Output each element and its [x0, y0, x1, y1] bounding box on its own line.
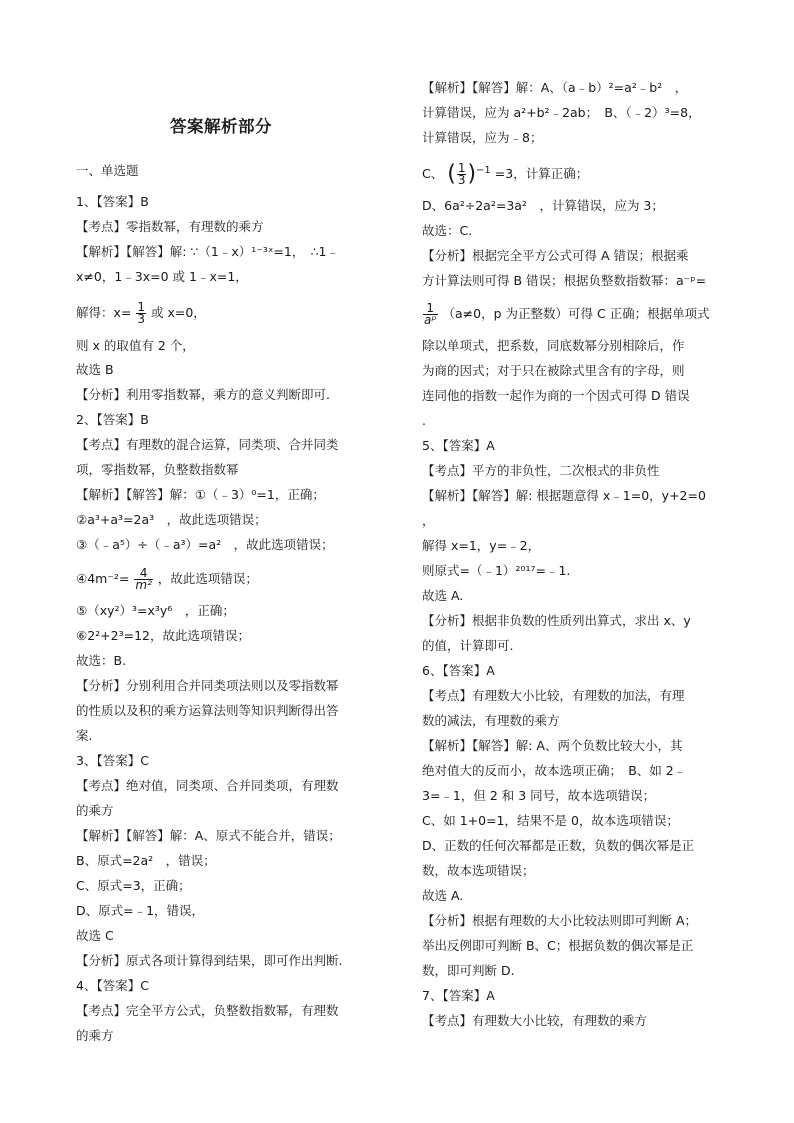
q2-solution-line: ③（﹣a⁵）÷（﹣a³）=a² ，故此选项错误； [76, 537, 334, 552]
q6-analysis: 【分析】根据有理数的大小比较法则即可判断 A； [422, 913, 698, 928]
q4-topic: 的乘方 [76, 1028, 114, 1043]
q4-analysis: 连同他的指数一起作为商的一个因式可得 D 错误 [422, 388, 690, 403]
q2-solution-line: 【解析】【解答】解：①（﹣3）⁰=1，正确； [76, 487, 325, 502]
q4-conclusion: 故选：C. [422, 223, 473, 238]
q4-analysis: 为商的因式；对于只在被除式里含有的字母，则 [422, 363, 685, 378]
q2-topic: 项，零指数幂，负整数指数幂 [76, 462, 239, 477]
q4-analysis: $\frac{1}{\text{aᵖ}}$ （a≠0，p 为正整数）可得 C 正确；根据单项式 [424, 301, 710, 327]
q4-analysis: . [422, 413, 426, 428]
q1-solution-line: x≠0，1﹣3x=0 或 1﹣x=1， [76, 269, 248, 284]
q3-topic: 【考点】绝对值，同类项、合并同类项，有理数 [76, 778, 339, 793]
q5-analysis: 的值，计算即可. [422, 638, 514, 653]
q5-solution-line: 则原式=（﹣1）²⁰¹⁷=﹣1. [422, 563, 571, 578]
q3-solution-line: D、原式=﹣1，错误， [76, 903, 205, 918]
q2-topic: 【考点】有理数的混合运算，同类项、合并同类 [76, 437, 339, 452]
q6-solution-line: D、正数的任何次幂都是正数，负数的偶次幂是正 [422, 838, 695, 853]
q7-topic: 【考点】有理数大小比较，有理数的乘方 [422, 1013, 648, 1028]
q3-solution-line: 【解析】【解答】解：A、原式不能合并，错误； [76, 828, 341, 843]
q1-solution-line: 则 x 的取值有 2 个， [76, 338, 195, 353]
section-heading: 一、单选题 [76, 163, 139, 178]
q4-solution-line: D、6a²÷2a²=3a² ，计算错误，应为 3； [422, 198, 664, 213]
q2-answer: 2、【答案】B [76, 412, 149, 427]
q6-solution-line: 数，故本选项错误； [422, 863, 535, 878]
q5-answer: 5、【答案】A [422, 438, 495, 453]
q4-solution-line: 计算错误，应为﹣8； [422, 130, 543, 145]
q4-solution-line: 计算错误，应为 a²+b²﹣2ab； B、（﹣2）³=8， [422, 105, 701, 120]
q3-solution-line: B、原式=2a² ，错误； [76, 853, 216, 868]
q6-analysis: 举出反例即可判断 B、C；根据负数的偶次幂是正 [422, 938, 694, 953]
q5-solution-line: ， [422, 513, 435, 528]
q5-solution-line: 解得 x=1，y=﹣2， [422, 538, 541, 553]
fraction-four-over-m-squared: $\frac{4}{\text{m²}}$ [135, 566, 152, 592]
q5-solution-line: 【解析】【解答】解: 根据题意得 x﹣1=0，y+2=0 [422, 488, 706, 503]
q3-conclusion: 故选 C [76, 928, 114, 943]
q2-solution-line: ②a³+a³=2a³ ，故此选项错误； [76, 512, 267, 527]
q3-solution-line: C、原式=3，正确； [76, 878, 191, 893]
q3-analysis: 【分析】原式各项计算得到结果，即可作出判断. [76, 953, 343, 968]
fraction-one-third: $\frac{1}{3}$ [137, 300, 145, 326]
page-title: 答案解析部分 [170, 117, 272, 136]
q6-solution-line: 【解析】【解答】解: A、两个负数比较大小，其 [422, 738, 683, 753]
q6-solution-line: 3=﹣1，但 2 和 3 同号，故本选项错误； [422, 788, 656, 803]
q4-analysis: 【分析】根据完全平方公式可得 A 错误；根据乘 [422, 248, 689, 263]
q1-solution-line: 解得：x= $\frac{1}{3}$ 或 x=0， [76, 300, 206, 326]
q4-solution-line: 【解析】【解答】解：A、（a﹣b）²=a²﹣b² ， [422, 80, 688, 95]
q2-solution-line: ⑤（xy²）³=x³y⁶ ，正确； [76, 603, 235, 618]
fraction-one-third: $\frac{1}{3}$ [457, 161, 466, 188]
q6-answer: 6、【答案】A [422, 663, 495, 678]
q1-analysis: 【分析】利用零指数幂，乘方的意义判断即可. [76, 387, 330, 402]
q4-topic: 【考点】完全平方公式，负整数指数幂，有理数 [76, 1003, 339, 1018]
q4-analysis: 方计算法则可得 B 错误；根据负整数指数幂：a⁻ᵖ= [422, 273, 707, 288]
q2-solution-line: ⑥2²+2³=12，故此选项错误； [76, 628, 250, 643]
q2-analysis: 【分析】分别利用合并同类项法则以及零指数幂 [76, 678, 339, 693]
q4-analysis: 除以单项式，把系数，同底数幂分别相除后，作 [422, 338, 685, 353]
q2-analysis: 的性质以及积的乘方运算法则等知识判断得出答 [76, 703, 339, 718]
q6-solution-line: C、如 1+0=1，结果不是 0，故本选项错误； [422, 813, 679, 828]
q2-solution-line: ④4m⁻²= $\frac{4}{\text{m²}}$ ，故此选项错误； [76, 566, 258, 592]
q3-topic: 的乘方 [76, 803, 114, 818]
q6-topic: 【考点】有理数大小比较，有理数的加法，有理 [422, 688, 685, 703]
q2-analysis: 案. [76, 728, 93, 743]
q2-conclusion: 故选：B. [76, 653, 127, 668]
q4-answer: 4、【答案】C [76, 978, 149, 993]
q6-solution-line: 绝对值大的反而小，故本选项正确； B、如 2﹣ [422, 763, 687, 778]
q5-conclusion: 故选 A. [422, 588, 464, 603]
q6-analysis: 数，即可判断 D. [422, 963, 515, 978]
q6-conclusion: 故选 A. [422, 888, 464, 903]
q4-solution-line: C、 ( $\frac{1}{3}$ )$^{-1}$ =3，计算正确； [422, 161, 589, 188]
q7-answer: 7、【答案】A [422, 988, 495, 1003]
q6-topic: 数的减法，有理数的乘方 [422, 713, 560, 728]
q3-answer: 3、【答案】C [76, 753, 149, 768]
q1-conclusion: 故选 B [76, 362, 114, 377]
q5-analysis: 【分析】根据非负数的性质列出算式，求出 x、y [422, 613, 691, 628]
fraction-one-over-a-p: $\frac{1}{\text{aᵖ}}$ [424, 301, 437, 327]
q1-topic: 【考点】零指数幂，有理数的乘方 [76, 219, 264, 234]
q1-answer: 1、【答案】B [76, 194, 149, 209]
q1-solution-line: 【解析】【解答】解: ∵（1﹣x）¹⁻³ˣ=1， ∴1﹣ [76, 244, 339, 259]
q5-topic: 【考点】平方的非负性，二次根式的非负性 [422, 463, 660, 478]
